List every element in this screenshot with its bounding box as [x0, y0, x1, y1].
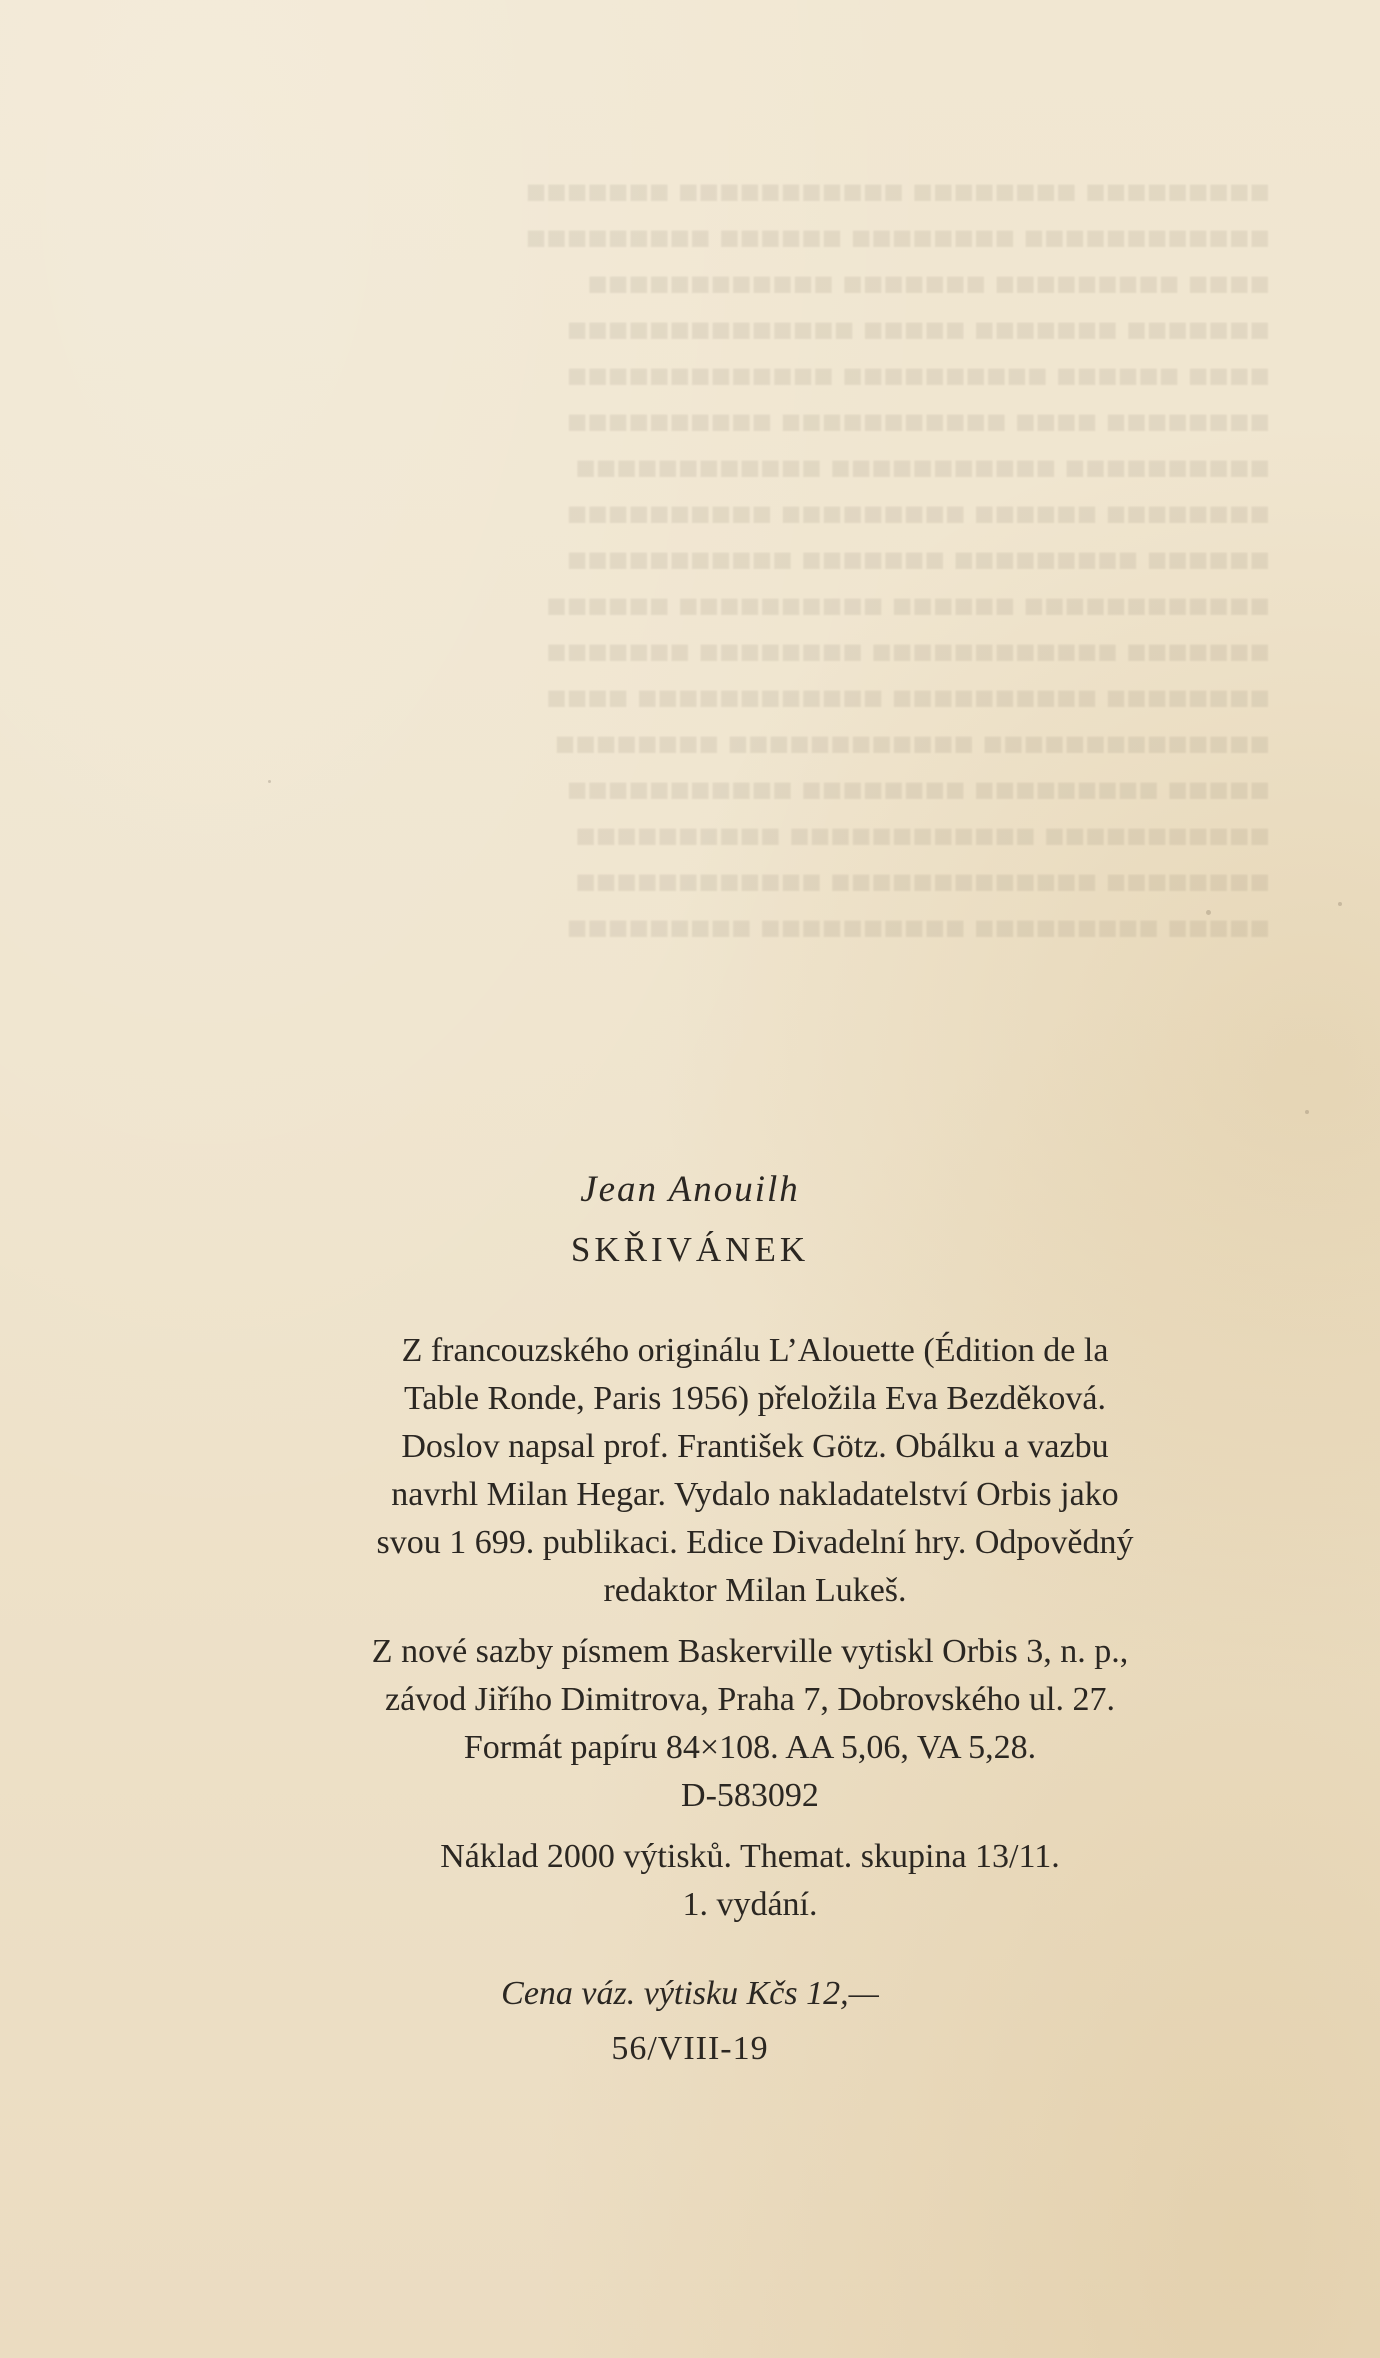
translation-credits: [315, 1327, 1195, 1615]
catalog-code: 56/VIII-19: [611, 2030, 769, 2067]
translation-credit-line: navrhl Milan Hegar. Vydalo nakladatelství Orbis jako: [391, 1476, 1119, 1513]
book-title: SKŘIVÁNEK: [570, 1230, 810, 1269]
author-name: Jean Anouilh: [580, 1169, 800, 1210]
edition-info: [300, 1833, 1200, 1929]
show-through-text: ■■■■■■■■■ ■■■■■■■■ ■■■■■■■■■■■ ■■■■■■■ ■■■■■■■■■■■■ ■■■■■■■■ ■■■■■■ ■■■■■■■■■ ■■■■ ■■■■■■■■■ ■■■■■■■ ■■■■■■■■■■■■ ■■■■■■■ ■■■■■■■ ■■■■■ ■■■■■■■■■■■■■■ ■■■■ ■■■■■■ ■■■■■■■■■■ ■■■■■■■■■■■■■ ■■■■■■■■ ■■■■ ■■■■■■■■■■■ ■■■■■■■■■■ ■■■■■■■■■■ ■■■■■■■■■■■ ■■■■■■■■■■■■ ■■■■■■■■ ■■■■■■ ■■■■■■■■■ ■■■■■■■■■■ ■■■■■■ ■■■■■■■■■ ■■■■■■■ ■■■■■■■■■■■ ■■■■■■■■■■■■ ■■■■■■ ■■■■■■■■■■ ■■■■■■ ■■■■■■■ ■■■■■■■■■■■■ ■■■■■■■■ ■■■■■■■ ■■■■■■■■ ■■■■■■■■■■ ■■■■■■■■■■■■ ■■■■ ■■■■■■■■■■■■■■ ■■■■■■■■■■■■ ■■■■■■■■ ■■■■■ ■■■■■■■■■ ■■■■■■■■ ■■■■■■■■■■■ ■■■■■■■■■■■ ■■■■■■■■■■■■ ■■■■■■■■■■ ■■■■■■■■ ■■■■■■■■■■■■■ ■■■■■■■■■■■■ ■■■■■ ■■■■■■■■■ ■■■■■■■■■■ ■■■■■■■■■: [525, 174, 1270, 947]
printing-info-line: Formát papíru 84×108. AA 5,06, VA 5,28.: [463, 1729, 1037, 1766]
translation-credit-line: svou 1 699. publikaci. Edice Divadelní hry. Odpovědný: [376, 1524, 1134, 1561]
printing-info: [300, 1628, 1200, 1820]
edition-info-line: 1. vydání.: [682, 1886, 818, 1923]
printing-info-line: D-583092: [681, 1777, 819, 1814]
price-line: Cena váz. výtisku Kčs 12,—: [501, 1975, 879, 2012]
translation-credit-line: Doslov napsal prof. František Götz. Obálku a vazbu: [401, 1428, 1109, 1465]
printing-info-line: závod Jiřího Dimitrova, Praha 7, Dobrovského ul. 27.: [385, 1681, 1115, 1718]
edition-info-line: Náklad 2000 výtisků. Themat. skupina 13/11.: [440, 1838, 1060, 1875]
translation-credit-line: Z francouzského originálu L’Alouette (Édition de la: [401, 1332, 1109, 1369]
translation-credit-line: Table Ronde, Paris 1956) přeložila Eva Bezděková.: [404, 1380, 1106, 1417]
printing-info-line: Z nové sazby písmem Baskerville vytiskl Orbis 3, n. p.,: [371, 1633, 1129, 1670]
translation-credit-line: redaktor Milan Lukeš.: [603, 1572, 907, 1609]
